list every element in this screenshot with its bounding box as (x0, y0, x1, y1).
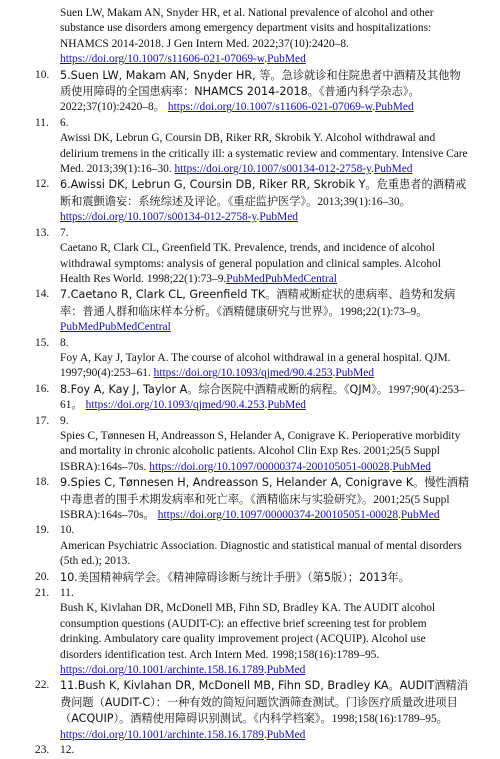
reference-item (35, 414, 470, 476)
citation-text: 7. (60, 226, 69, 239)
doi-link[interactable]: https://doi.org/10.1093/qjmed/90.4.253 (85, 399, 265, 412)
pubmed-link[interactable]: PubMed (375, 101, 414, 114)
doi-link[interactable]: https://doi.org/10.1097/00000374-200105051-00028 (157, 509, 399, 521)
doi-link[interactable]: https://doi.org/10.1007/s11606-021-07069-w (60, 53, 265, 66)
reference-item (35, 116, 470, 178)
doi-link[interactable]: https://doi.org/10.1007/s11606-021-07069-w (167, 101, 373, 114)
pubmed-link[interactable]: PubMed (267, 399, 306, 412)
doi-link[interactable]: https://doi.org/10.1093/qjmed/90.4.253 (153, 367, 333, 380)
citation-text: Bush K, Kivlahan DR, McDonell MB, Fihn SD, Bradley KA. The AUDIT alcohol consumption questions (AUDIT-C): an effective brief screening test for problem drinking. Ambulatory care quality improvement project (ACQUIP). Alcohol use disorders identification test. Arch Intern Med. 1998;158(16):1789–95. (60, 602, 436, 661)
citation-text: Spies C, Tønnesen H, Andreasson S, Helander A, Conigrave K. Perioperative morbidity and mortality in chronic alcoholic patients. Alcohol Clin Exp Res. 2001;25(5 Suppl ISBRA):164s–70s. (60, 429, 461, 473)
citation-text: Foy A, Kay J, Taylor A. The course of alcohol withdrawal in a general hospital. QJM. 1997;90(4):253–61. (60, 351, 451, 380)
citation-text: . (372, 101, 376, 114)
reference-number: 11. (35, 116, 49, 129)
reference-number: 10. (35, 68, 50, 81)
pubmed-link[interactable]: PubMedPubMedCentral (60, 321, 171, 334)
citation-text: . (371, 163, 374, 176)
reference-number: 23. (35, 744, 50, 757)
citation-text: . (263, 728, 267, 741)
pubmed-link[interactable]: PubMed (267, 53, 306, 66)
reference-number: 17. (35, 414, 50, 427)
citation-text: . (389, 460, 393, 473)
reference-list (35, 6, 470, 759)
doi-link[interactable]: https://doi.org/10.1007/s00134-012-2758-y (174, 163, 372, 176)
reference-number: 18. (35, 476, 50, 489)
reference-number: 13. (35, 226, 50, 239)
reference-item (35, 177, 470, 225)
reference-number: 14. (35, 288, 50, 301)
pubmed-link[interactable]: PubMed (266, 728, 306, 741)
pubmed-link[interactable]: PubMed (266, 664, 306, 677)
doi-link[interactable]: https://doi.org/10.1001/archinte.158.16.1789 (60, 664, 264, 677)
citation-text: . (264, 399, 268, 412)
translated-citation-text: 6.Awissi DK, Lebrun G, Coursin DB, Riker RR, Skrobik Y。危重患者的酒精戒断和震颤谵妄：系统综述及评论。《重症监护医学》。 (60, 178, 467, 208)
citation-text: 11. (60, 587, 74, 600)
pubmed-link[interactable]: PubMed (373, 163, 413, 176)
translated-citation-text: 7.Caetano R, Clark CL, Greenfield TK。酒精戒断症状的患病率、趋势和发病率：普通人群和临床样本分析。《酒精健康研究与世界》。 (60, 288, 456, 318)
reference-item (35, 68, 470, 116)
doi-link[interactable]: https://doi.org/10.1001/archinte.158.16.1789 (60, 728, 264, 741)
citation-text: Caetano R, Clark CL, Greenfield TK. Prevalence, trends, and incidence of alcohol withdrawal symptoms: analysis of general population and clinical samples. Alcohol Health Res World. 1998;22(1):73–9. (60, 242, 441, 285)
citation-text: 12. (60, 744, 75, 757)
reference-item (35, 523, 470, 569)
doi-link[interactable]: https://doi.org/10.1097/00000374-200105051-00028 (149, 460, 390, 473)
citation-text: . (398, 509, 401, 521)
citation-text: 8. (60, 336, 69, 349)
reference-number: 12. (35, 178, 50, 191)
pubmed-link[interactable]: PubMed (392, 460, 431, 473)
doi-link[interactable]: https://doi.org/10.1007/s00134-012-2758-y (60, 211, 257, 224)
citation-text: . (263, 664, 267, 677)
citation-text: 6. (60, 116, 69, 129)
citation-text: 9. (60, 414, 69, 427)
citation-text: . (264, 53, 268, 66)
citation-text: 10. (60, 524, 75, 537)
translated-citation-text: 10.美国精神病学会。《精神障碍诊断与统计手册》（第5版）；2013年。 (60, 570, 410, 584)
citation-text: American Psychiatric Association. Diagnostic and statistical manual of mental disorders (5th ed.); 2013. (60, 539, 462, 568)
reference-number: 15. (35, 336, 50, 349)
pubmed-link[interactable]: PubMedPubMedCentral (226, 272, 337, 285)
pubmed-link[interactable]: PubMed (259, 211, 298, 224)
citation-text: . (256, 211, 260, 224)
citation-text: 1998;158(16):1789–95。 (331, 713, 449, 726)
reference-item (35, 586, 470, 678)
reference-number: 20. (35, 570, 50, 583)
reference-item (35, 743, 470, 758)
reference-item (35, 6, 470, 68)
citation-text: 2013;39(1):16–30。 (317, 195, 411, 208)
citation-text: 1998;22(1):73–9。 (339, 305, 428, 318)
citation-text: 1997;90(4):253–61。 (60, 383, 465, 412)
reference-item (35, 678, 470, 743)
reference-number: 19. (35, 524, 50, 537)
reference-item (35, 382, 470, 414)
translated-citation-text: 5.Suen LW, Makam AN, Snyder HR, 等。急诊就诊和住院患者中酒精及其他物质使用障碍的全国患病率：NHAMCS 2014-2018。《普通内科学杂志》。 (60, 68, 461, 99)
reference-number: 22. (35, 679, 50, 692)
reference-number: 16. (35, 382, 50, 395)
reference-item (35, 336, 470, 382)
translated-citation-text: 11.Bush K, Kivlahan DR, McDonell MB, Fihn SD, Bradley KA。AUDIT酒精消费问题（AUDIT-C）：一种有效的简短问题饮酒筛查测试。门诊医疗质量改进项目（ACQUIP）。酒精使用障碍识别测试。《内科学档案》。 (60, 679, 468, 726)
reference-item (35, 287, 470, 335)
reference-item (35, 570, 470, 586)
translated-citation-text: 8.Foy A, Kay J, Taylor A。综合医院中酒精戒断的病程。《QJM》。 (60, 382, 389, 396)
reference-item (35, 226, 470, 288)
citation-text: Suen LW, Makam AN, Snyder HR, et al. National prevalence of alcohol and other substance use disorders among emergency department visits and hospitalizations: NHAMCS 2014-2018. J Gen Intern Med. 2022;37(10):2420–8. (60, 7, 434, 50)
reference-number: 21. (35, 587, 50, 600)
citation-text: Awissi DK, Lebrun G, Coursin DB, Riker RR, Skrobik Y. Alcohol withdrawal and delirium tremens in the critically ill: a systematic review and commentary. Intensive Care Med. 2013;39(1):16–30. (60, 132, 468, 176)
citation-text: 2001;25(5 Suppl ISBRA):164s–70s。 (60, 493, 450, 521)
reference-item (35, 475, 470, 523)
pubmed-link[interactable]: PubMed (335, 367, 375, 380)
translated-citation-text: 9.Spies C, Tønnesen H, Andreasson S, Helander A, Conigrave K。慢性酒精中毒患者的围手术期发病率和死亡率。《酒精临床与实验研究》。 (60, 476, 470, 506)
citation-text: . (332, 367, 336, 380)
citation-text: 2022;37(10):2420–8。 (60, 101, 168, 114)
pubmed-link[interactable]: PubMed (400, 509, 440, 521)
